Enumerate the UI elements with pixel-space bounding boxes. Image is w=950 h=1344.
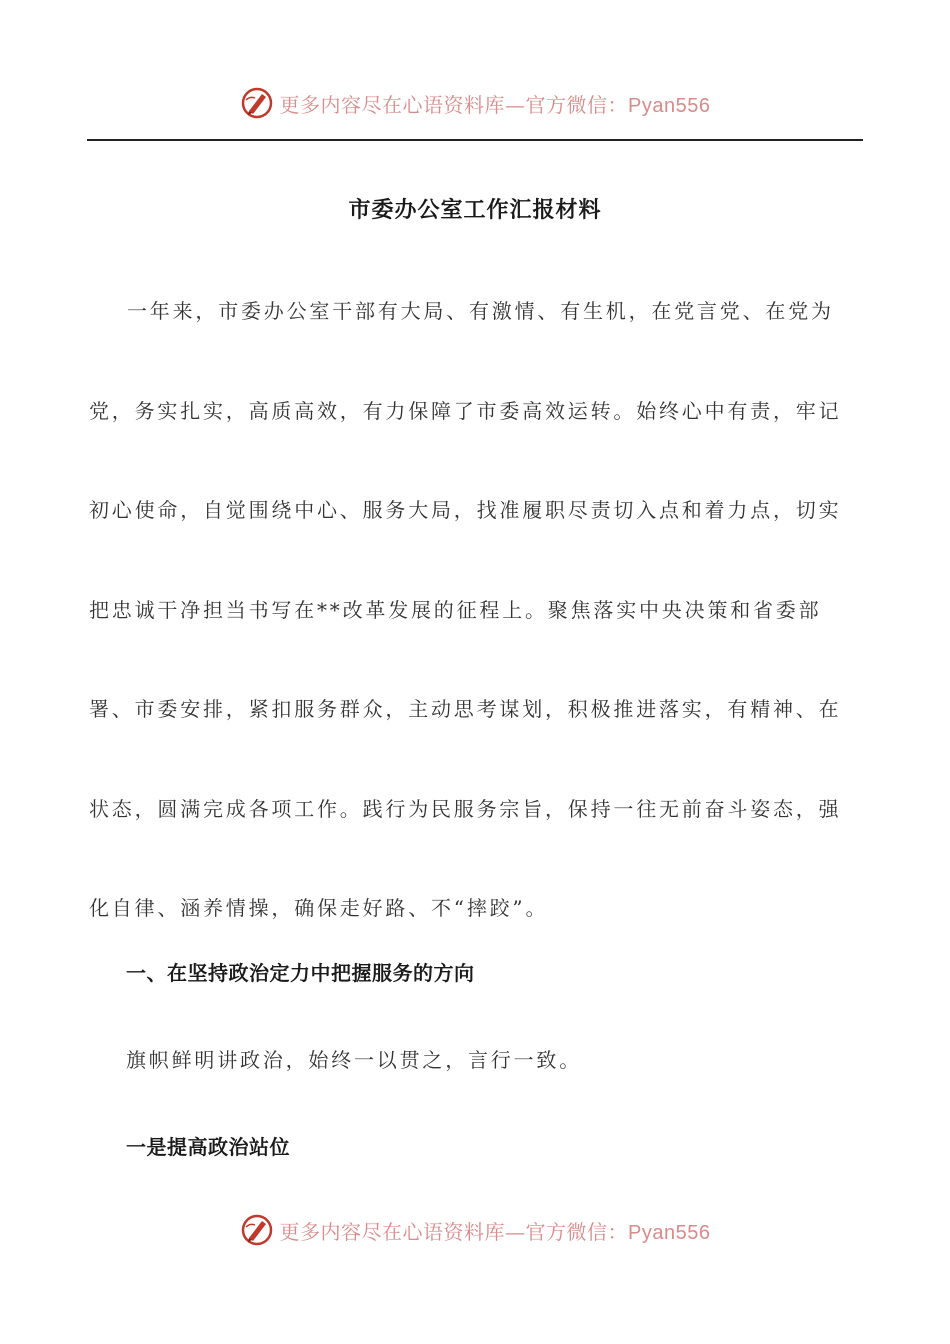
pen-logo-icon [240,1213,274,1247]
pen-logo-icon [240,86,274,120]
footer-banner-text [280,1216,711,1245]
header-banner-label: 更多内容尽在心语资料库—官方微信： [279,92,629,117]
document-title: 市委办公室工作汇报材料 [348,196,602,223]
section-1-paragraph: 旗帜鲜明讲政治，始终一以贯之，言行一致。 [126,1048,582,1072]
header-wechat-id: Pyan556 [628,94,711,117]
header-banner-text [280,89,711,118]
intro-paragraph: 一年来，市委办公室干部有大局、有激情、有生机，在党言党、在党为党，务实扎实，高质高效，有力保障了市委高效运转。始终心中有责，牢记初心使命，自觉围绕中心、服务大局，找准履职尽责切入点和着力点，切实把忠诚干净担当书写在**改革发展的征程上。聚焦落实中央决策和省委部署、市委安排，紧扣服务群众，主动思考谋划，积极推进落实，有精神、在状态，圆满完成各项工作。践行为民服务宗旨，保持一往无前奋斗姿态，强化自律、涵养情操，确保走好路、不“摔跤”。 [89,299,842,920]
footer-banner [0,1210,950,1250]
header-divider [87,139,863,141]
header-banner [0,83,950,123]
footer-wechat-id: Pyan556 [628,1221,711,1244]
footer-banner-label: 更多内容尽在心语资料库—官方微信： [279,1219,629,1244]
section-1-heading: 一、在坚持政治定力中把握服务的方向 [126,961,475,985]
subsection-1-heading: 一是提高政治站位 [126,1135,290,1159]
